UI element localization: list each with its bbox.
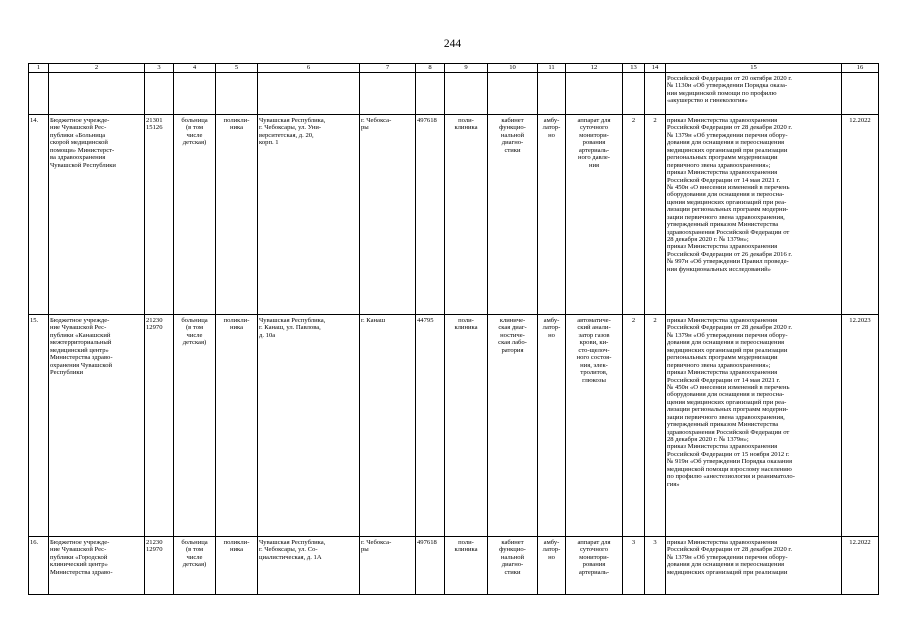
continuation-text: Российской Федерации от 20 октября 2020 г. № 1130н «Об утверждении Порядка оказа- ния медицинской помощи по профилю «акушерство и гинекология» xyxy=(666,73,842,115)
page-number: 244 xyxy=(443,38,462,50)
column-number: 2 xyxy=(49,64,145,73)
column-number: 1 xyxy=(29,64,49,73)
column-number: 3 xyxy=(145,64,174,73)
city: г. Чебокса- ры xyxy=(360,537,416,595)
subunit: поли- клиника xyxy=(445,115,488,315)
equipment-name: автоматиче- ский анали- затор газов крови, ки- сто-щелоч- ного состоя- ния, элек- тролитов, глюкозы xyxy=(566,315,623,537)
deadline-date: 12.2022 xyxy=(842,537,879,595)
organization-name: Бюджетное учрежде- ние Чувашской Рес- публики «Городской клинический центр» Министерства здраво- xyxy=(49,537,145,595)
table-row xyxy=(29,315,879,537)
column-number: 11 xyxy=(538,64,566,73)
column-number: 16 xyxy=(842,64,879,73)
column-number: 4 xyxy=(174,64,216,73)
equipment-table xyxy=(28,63,879,595)
equipment-name: аппарат для суточного монитори- рования артериаль- ного давле- ния xyxy=(566,115,623,315)
column-number: 14 xyxy=(645,64,666,73)
care-form: амбу- латор- но xyxy=(538,115,566,315)
organization-name: Бюджетное учрежде- ние Чувашской Рес- публики «Канашский межтерриториальный медицинский центр» Министерства здраво- охранения Чувашской Республики xyxy=(49,315,145,537)
unit-type: поликли- ника xyxy=(216,115,258,315)
row-number: 15. xyxy=(29,315,49,537)
okato-code: 497618 xyxy=(416,115,445,315)
row-number: 16. xyxy=(29,537,49,595)
column-number-row xyxy=(29,64,879,73)
column-number: 6 xyxy=(258,64,360,73)
column-number: 7 xyxy=(360,64,416,73)
organization-code: 21230 12970 xyxy=(145,537,174,595)
column-number: 12 xyxy=(566,64,623,73)
quantity: 2 xyxy=(623,115,645,315)
row-number: 14. xyxy=(29,115,49,315)
column-number: 15 xyxy=(666,64,842,73)
cabinet: кабинет функцио- нальной диагно- стики xyxy=(488,115,538,315)
subunit: поли- клиника xyxy=(445,537,488,595)
column-number: 5 xyxy=(216,64,258,73)
organization-code: 21230 12970 xyxy=(145,315,174,537)
quantity: 2 xyxy=(623,315,645,537)
quantity: 2 xyxy=(645,315,666,537)
facility-type: больница (в том числе детская) xyxy=(174,315,216,537)
address: Чувашская Республика, г. Канаш, ул. Павлова, д. 10а xyxy=(258,315,360,537)
city: г. Чебокса- ры xyxy=(360,115,416,315)
table-row xyxy=(29,537,879,595)
quantity: 2 xyxy=(645,115,666,315)
unit-type: поликли- ника xyxy=(216,315,258,537)
continuation-row xyxy=(29,73,879,115)
equipment-name: аппарат для суточного монитори- рования артериаль- xyxy=(566,537,623,595)
care-form: амбу- латор- но xyxy=(538,537,566,595)
legal-basis: приказ Министерства здравоохранения Российской Федерации от 28 декабря 2020 г. № 1379н «Об утверждении перечня обору- дования для оснащения и переоснащения медицинских организаций при реализации региональных программ модернизации первичного звена здравоохранения»; приказ Министерства здравоохранения Российской Федерации от 14 мая 2021 г. № 450н «О внесении изменений в перечень оборудования для оснащения и переосна- щения медицинских организаций при реа- лизации региональных программ модерни- зации первичного звена здравоохранения, утвержденный приказом Министерства здравоохранения Российской Федерации от 28 декабря 2020 г. № 1379н»; приказ Министерства здравоохранения Российской Федерации от 15 ноября 2012 г. № 919н «Об утверждении Порядка оказания медицинской помощи взрослому населению по профилю «анестезиология и реаниматоло- гия» xyxy=(666,315,842,537)
city: г. Канаш xyxy=(360,315,416,537)
column-number: 8 xyxy=(416,64,445,73)
cabinet: клиничe- ская диаг- ностиче- ская лабо- ратория xyxy=(488,315,538,537)
okato-code: 497618 xyxy=(416,537,445,595)
quantity: 3 xyxy=(623,537,645,595)
address: Чувашская Республика, г. Чебоксары, ул. Со- циалистическая, д. 1А xyxy=(258,537,360,595)
legal-basis: приказ Министерства здравоохранения Российской Федерации от 28 декабря 2020 г. № 1379н «Об утверждении перечня обору- дования для оснащения и переоснащения медицинских организаций при реализации региональных программ модернизации первичного звена здравоохранения»; приказ Министерства здравоохранения Российской Федерации от 14 мая 2021 г. № 450н «О внесении изменений в перечень оборудования для оснащения и переосна- щения медицинских организаций при реа- лизации региональных программ модерни- зации первичного звена здравоохранения, утвержденный приказом Министерства здравоохранения Российской Федерации от 28 декабря 2020 г. № 1379н»; приказ Министерства здравоохранения Российской Федерации от 26 декабря 2016 г. № 997н «Об утверждении Правил проведе- ния функциональных исследований» xyxy=(666,115,842,315)
column-number: 13 xyxy=(623,64,645,73)
subunit: поли- клиника xyxy=(445,315,488,537)
address: Чувашская Республика, г. Чебоксары, ул. Уни- верситетская, д. 20, корп. 1 xyxy=(258,115,360,315)
legal-basis: приказ Министерства здравоохранения Российской Федерации от 28 декабря 2020 г. № 1379н «Об утверждении перечня обору- дования для оснащения и переоснащения медицинских организаций при реализации xyxy=(666,537,842,595)
care-form: амбу- латор- но xyxy=(538,315,566,537)
quantity: 3 xyxy=(645,537,666,595)
organization-code: 21301 15126 xyxy=(145,115,174,315)
organization-name: Бюджетное учрежде- ние Чувашской Рес- публики «Больница скорой медицинской помощи» Министерст- ва здравоохранения Чувашской Республики xyxy=(49,115,145,315)
deadline-date: 12.2022 xyxy=(842,115,879,315)
column-number: 9 xyxy=(445,64,488,73)
facility-type: больница (в том числе детская) xyxy=(174,537,216,595)
okato-code: 44795 xyxy=(416,315,445,537)
unit-type: поликли- ника xyxy=(216,537,258,595)
table-row xyxy=(29,115,879,315)
facility-type: больница (в том числе детская) xyxy=(174,115,216,315)
column-number: 10 xyxy=(488,64,538,73)
cabinet: кабинет функцио- нальной диагно- стики xyxy=(488,537,538,595)
deadline-date: 12.2023 xyxy=(842,315,879,537)
